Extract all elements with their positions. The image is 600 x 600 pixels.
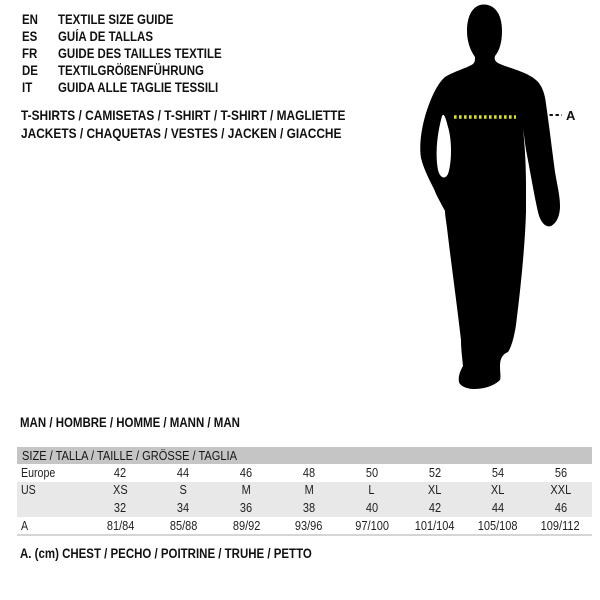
- table-cell: 101/104: [414, 518, 455, 533]
- language-title: GUIDA ALLE TAGLIE TESSILI: [58, 80, 219, 95]
- table-cell: M: [304, 483, 314, 498]
- table-cell: 44: [491, 500, 504, 515]
- language-row-it: [22, 79, 251, 96]
- size-table-header: [17, 447, 592, 464]
- row-label: US: [21, 483, 36, 498]
- gender-heading-text: MAN / HOMBRE / HOMME / MANN / MAN: [20, 415, 240, 430]
- language-title: TEXTILGRÖßENFÜHRUNG: [58, 63, 204, 78]
- language-code: FR: [22, 46, 38, 61]
- table-cell: 89/92: [232, 518, 260, 533]
- table-cell: XS: [113, 483, 128, 498]
- table-cell: 46: [554, 500, 567, 515]
- table-cell: 44: [177, 465, 190, 480]
- table-cell: 85/88: [169, 518, 198, 533]
- language-code: DE: [22, 63, 38, 78]
- table-cell: 32: [114, 500, 127, 515]
- measurement-footnote: [20, 546, 363, 561]
- table-cell: M: [241, 483, 251, 498]
- language-title: GUIDE DES TAILLES TEXTILE: [58, 46, 222, 61]
- table-cell: 109/112: [541, 518, 581, 533]
- table-cell: 97/100: [355, 518, 389, 533]
- table-cell: 48: [302, 465, 316, 480]
- language-code: ES: [22, 29, 38, 44]
- language-row-fr: [22, 45, 251, 62]
- gender-heading: [20, 414, 279, 431]
- table-cell: 42: [428, 500, 441, 515]
- table-cell: 36: [240, 500, 253, 515]
- language-code: EN: [22, 12, 38, 27]
- man-silhouette-figure: [390, 0, 600, 410]
- language-title-list: [22, 11, 251, 96]
- table-cell: 50: [365, 465, 379, 480]
- table-row-chest-a: [17, 517, 592, 535]
- man-silhouette: [420, 5, 560, 389]
- table-row-us: [17, 482, 592, 500]
- table-cell: 40: [365, 500, 379, 515]
- table-cell: 46: [240, 465, 253, 480]
- table-cell: XXL: [550, 483, 571, 498]
- table-cell: 38: [302, 500, 316, 515]
- row-label: A: [21, 518, 29, 533]
- category-line-jackets: JACKETS / CHAQUETAS / VESTES / JACKEN / GIACCHE: [21, 125, 342, 141]
- table-row-us-numeric: [17, 499, 592, 517]
- language-code: IT: [22, 80, 33, 95]
- table-cell: 42: [114, 465, 127, 480]
- language-title: TEXTILE SIZE GUIDE: [58, 12, 174, 27]
- table-cell: 81/84: [106, 518, 135, 533]
- category-line-tshirts: T-SHIRTS / CAMISETAS / T-SHIRT / T-SHIRT / MAGLIETTE: [21, 107, 346, 123]
- language-title: GUÍA DE TALLAS: [58, 29, 153, 44]
- table-cell: XL: [428, 483, 442, 498]
- measurement-footnote-text: A. (cm) CHEST / PECHO / POITRINE / TRUHE / PETTO: [20, 546, 312, 561]
- table-cell: XL: [490, 483, 505, 498]
- table-cell: 52: [428, 465, 441, 480]
- table-cell: S: [179, 483, 187, 498]
- language-row-es: [22, 28, 251, 45]
- size-table-header-text: SIZE / TALLA / TAILLE / GRÖSSE / TAGLIA: [22, 448, 237, 463]
- language-row-de: [22, 62, 251, 79]
- table-cell: 105/108: [477, 518, 518, 533]
- language-row-en: [22, 11, 251, 28]
- row-label: Europe: [21, 465, 56, 480]
- row-label: [17, 501, 89, 515]
- table-cell: 34: [177, 500, 190, 515]
- garment-categories: [21, 106, 403, 142]
- table-cell: 93/96: [295, 518, 323, 533]
- measure-label-a: A: [566, 108, 576, 123]
- table-cell: 54: [491, 465, 504, 480]
- table-cell: 56: [554, 465, 567, 480]
- table-row-europe: [17, 464, 592, 482]
- table-cell: L: [368, 483, 375, 498]
- size-table: [17, 447, 592, 536]
